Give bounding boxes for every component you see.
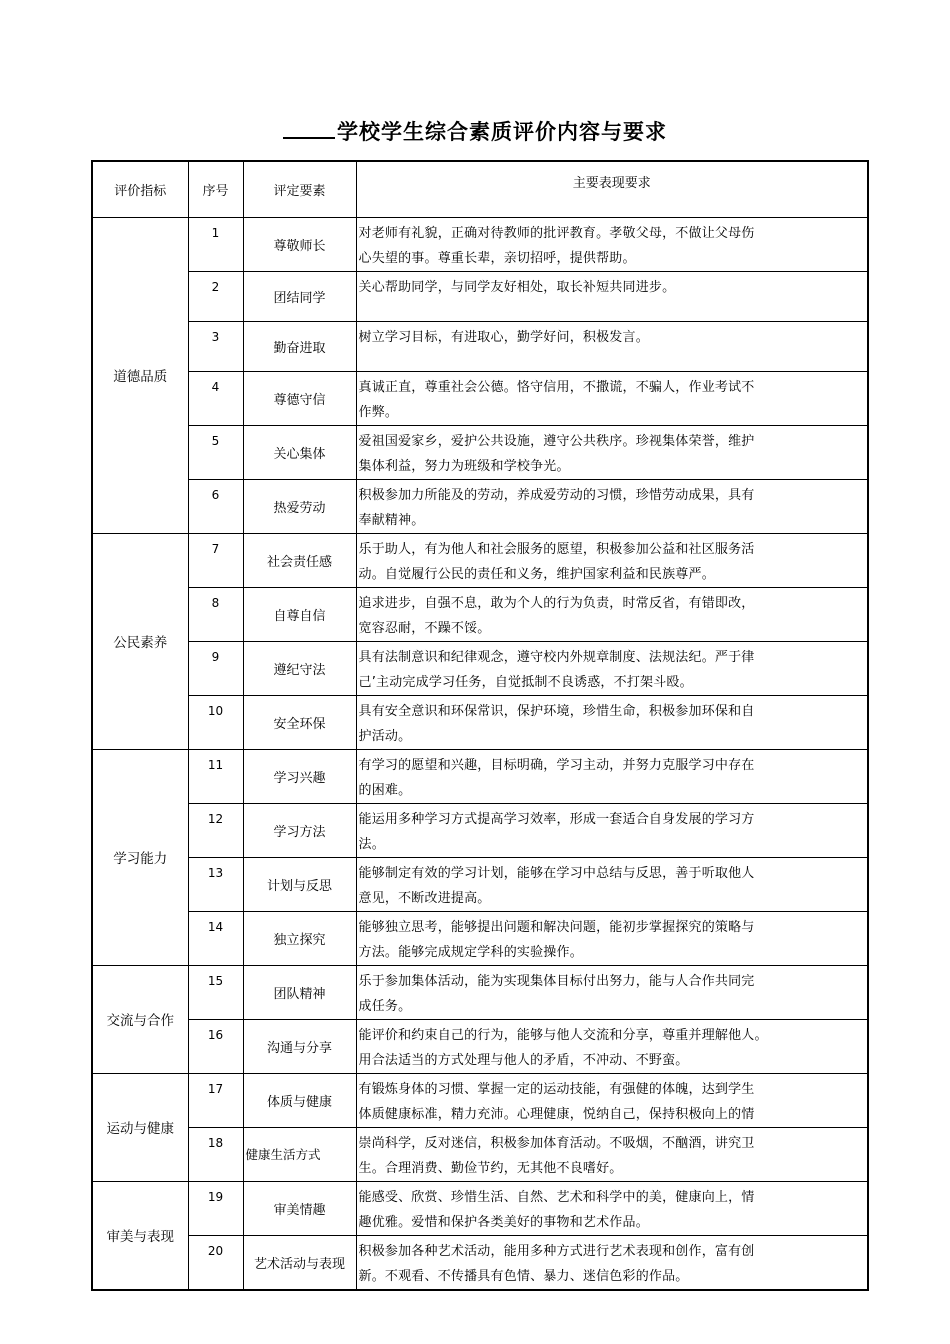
header-requirement: 主要表现要求 xyxy=(356,161,868,217)
requirement-line-2: 体质健康标准，精力充沛。心理健康，悦纳自己，保持积极向上的情 xyxy=(358,1106,755,1122)
requirement-line-1: 有锻炼身体的习惯、掌握一定的运动技能，有强健的体魄，达到学生 xyxy=(358,1081,755,1097)
requirement-cell xyxy=(356,857,868,911)
row-number-cell: 4 xyxy=(188,371,243,425)
element-cell: 沟通与分享 xyxy=(243,1019,356,1073)
requirement-cell xyxy=(356,641,868,695)
requirement-line-2: 生。合理消费、勤俭节约，无其他不良嗜好。 xyxy=(358,1160,623,1176)
header-element: 评定要素 xyxy=(243,161,356,217)
requirement-line-1: 树立学习目标，有进取心，勤学好问，积极发言。 xyxy=(358,329,649,345)
category-cell: 道德品质 xyxy=(92,217,188,533)
category-cell: 公民素养 xyxy=(92,533,188,749)
requirement-line-2: 方法。能够完成规定学科的实验操作。 xyxy=(358,944,583,960)
element-cell: 尊敬师长 xyxy=(243,217,356,271)
row-number-cell: 2 xyxy=(188,271,243,321)
element-cell: 审美情趣 xyxy=(243,1181,356,1235)
table-row xyxy=(92,321,868,371)
requirement-line-2: 宽容忍耐，不躁不馁。 xyxy=(358,620,491,636)
table-row xyxy=(92,1073,868,1127)
element-cell: 团结同学 xyxy=(243,271,356,321)
element-cell: 团队精神 xyxy=(243,965,356,1019)
requirement-line-2: 作弊。 xyxy=(358,404,399,420)
row-number-cell: 6 xyxy=(188,479,243,533)
row-number-cell: 5 xyxy=(188,425,243,479)
table-row xyxy=(92,1127,868,1181)
requirement-line-1: 对老师有礼貌，正确对待教师的批评教育。孝敬父母，不做让父母伤 xyxy=(358,225,755,241)
table-row xyxy=(92,217,868,271)
row-number-cell: 19 xyxy=(188,1181,243,1235)
element-cell: 健康生活方式 xyxy=(243,1127,356,1181)
requirement-line-2: 法。 xyxy=(358,836,385,852)
table-header-row xyxy=(92,161,868,217)
requirement-cell xyxy=(356,533,868,587)
requirement-cell xyxy=(356,1019,868,1073)
requirement-line-1: 具有法制意识和纪律观念，遵守校内外规章制度、法规法纪。严于律 xyxy=(358,649,755,665)
requirement-cell xyxy=(356,425,868,479)
requirement-line-1: 有学习的愿望和兴趣，目标明确，学习主动，并努力克服学习中存在 xyxy=(358,757,755,773)
element-cell: 体质与健康 xyxy=(243,1073,356,1127)
requirement-line-1: 能够独立思考，能够提出问题和解决问题，能初步掌握探究的策略与 xyxy=(358,919,755,935)
table-row xyxy=(92,479,868,533)
requirement-line-1: 关心帮助同学，与同学友好相处，取长补短共同进步。 xyxy=(358,279,676,295)
requirement-cell xyxy=(356,1181,868,1235)
requirement-cell xyxy=(356,321,868,371)
requirement-line-1: 积极参加各种艺术活动，能用多种方式进行艺术表现和创作，富有创 xyxy=(358,1243,755,1259)
row-number-cell: 17 xyxy=(188,1073,243,1127)
requirement-cell xyxy=(356,271,868,321)
row-number-cell: 20 xyxy=(188,1235,243,1290)
element-cell: 安全环保 xyxy=(243,695,356,749)
table-row xyxy=(92,587,868,641)
requirement-line-2: 心失望的事。尊重长辈，亲切招呼，提供帮助。 xyxy=(358,250,636,266)
table-row xyxy=(92,371,868,425)
category-cell: 运动与健康 xyxy=(92,1073,188,1181)
requirement-line-2: 意见，不断改进提高。 xyxy=(358,890,491,906)
requirement-cell xyxy=(356,965,868,1019)
row-number-cell: 7 xyxy=(188,533,243,587)
element-cell: 独立探究 xyxy=(243,911,356,965)
row-number-cell: 10 xyxy=(188,695,243,749)
table-row xyxy=(92,1019,868,1073)
element-cell: 计划与反思 xyxy=(243,857,356,911)
requirement-line-1: 能够制定有效的学习计划，能够在学习中总结与反思，善于听取他人 xyxy=(358,865,755,881)
requirement-line-2: 奉献精神。 xyxy=(358,512,425,528)
requirement-cell xyxy=(356,217,868,271)
requirement-cell xyxy=(356,695,868,749)
requirement-line-1: 追求进步，自强不息，敢为个人的行为负责，时常反省，有错即改， xyxy=(358,595,755,611)
title-text: 学校学生综合素质评价内容与要求 xyxy=(337,120,667,144)
requirement-line-1: 能评价和约束自己的行为，能够与他人交流和分享，尊重并理解他人。 xyxy=(358,1027,768,1043)
element-cell: 自尊自信 xyxy=(243,587,356,641)
requirement-cell xyxy=(356,1127,868,1181)
evaluation-table xyxy=(91,160,869,1291)
requirement-line-2: 动。自觉履行公民的责任和义务，维护国家利益和民族尊严。 xyxy=(358,566,715,582)
row-number-cell: 12 xyxy=(188,803,243,857)
table-row xyxy=(92,533,868,587)
table-row xyxy=(92,1181,868,1235)
requirement-line-2: 用合法适当的方式处理与他人的矛盾，不冲动、不野蛮。 xyxy=(358,1052,689,1068)
requirement-line-1: 爱祖国爱家乡，爱护公共设施，遵守公共秩序。珍视集体荣誉，维护 xyxy=(358,433,755,449)
requirement-line-2: 趣优雅。爱惜和保护各类美好的事物和艺术作品。 xyxy=(358,1214,649,1230)
header-number: 序号 xyxy=(188,161,243,217)
requirement-line-1: 具有安全意识和环保常识，保护环境，珍惜生命，积极参加环保和自 xyxy=(358,703,755,719)
requirement-cell xyxy=(356,749,868,803)
table-row xyxy=(92,695,868,749)
requirement-line-1: 能运用多种学习方式提高学习效率，形成一套适合自身发展的学习方 xyxy=(358,811,755,827)
element-cell: 学习兴趣 xyxy=(243,749,356,803)
requirement-cell xyxy=(356,911,868,965)
requirement-cell xyxy=(356,1235,868,1290)
row-number-cell: 9 xyxy=(188,641,243,695)
requirement-line-2: 成任务。 xyxy=(358,998,412,1014)
requirement-cell xyxy=(356,803,868,857)
table-row xyxy=(92,271,868,321)
table-row xyxy=(92,911,868,965)
element-cell: 社会责任感 xyxy=(243,533,356,587)
document-title xyxy=(0,116,950,146)
row-number-cell: 8 xyxy=(188,587,243,641)
row-number-cell: 16 xyxy=(188,1019,243,1073)
element-cell: 勤奋进取 xyxy=(243,321,356,371)
requirement-line-1: 乐于参加集体活动，能为实现集体目标付出努力，能与人合作共同完 xyxy=(358,973,755,989)
requirement-line-1: 能感受、欣赏、珍惜生活、自然、艺术和科学中的美，健康向上，情 xyxy=(358,1189,755,1205)
row-number-cell: 1 xyxy=(188,217,243,271)
requirement-cell xyxy=(356,479,868,533)
element-cell: 尊德守信 xyxy=(243,371,356,425)
requirement-cell xyxy=(356,1073,868,1127)
requirement-line-1: 乐于助人，有为他人和社会服务的愿望，积极参加公益和社区服务活 xyxy=(358,541,755,557)
table-row xyxy=(92,641,868,695)
element-cell: 热爱劳动 xyxy=(243,479,356,533)
requirement-line-2: 己’主动完成学习任务，自觉抵制不良诱惑，不打架斗殴。 xyxy=(358,674,693,690)
requirement-cell xyxy=(356,587,868,641)
table-row xyxy=(92,857,868,911)
row-number-cell: 15 xyxy=(188,965,243,1019)
requirement-line-1: 积极参加力所能及的劳动，养成爱劳动的习惯，珍惜劳动成果，具有 xyxy=(358,487,755,503)
header-indicator: 评价指标 xyxy=(92,161,188,217)
table-row xyxy=(92,425,868,479)
requirement-line-2: 新。不观看、不传播具有色情、暴力、迷信色彩的作品。 xyxy=(358,1268,689,1284)
row-number-cell: 14 xyxy=(188,911,243,965)
element-cell: 遵纪守法 xyxy=(243,641,356,695)
table-row xyxy=(92,803,868,857)
row-number-cell: 11 xyxy=(188,749,243,803)
element-cell: 关心集体 xyxy=(243,425,356,479)
requirement-line-1: 崇尚科学，反对迷信，积极参加体育活动。不吸烟，不酗酒，讲究卫 xyxy=(358,1135,755,1151)
requirement-line-2: 的困难。 xyxy=(358,782,412,798)
table-row xyxy=(92,965,868,1019)
category-cell: 审美与表现 xyxy=(92,1181,188,1290)
requirement-line-2: 护活动。 xyxy=(358,728,412,744)
element-cell: 艺术活动与表现 xyxy=(243,1235,356,1290)
requirement-line-1: 真诚正直，尊重社会公德。恪守信用，不撒谎，不骗人，作业考试不 xyxy=(358,379,755,395)
table-row xyxy=(92,1235,868,1290)
element-cell: 学习方法 xyxy=(243,803,356,857)
row-number-cell: 13 xyxy=(188,857,243,911)
category-cell: 学习能力 xyxy=(92,749,188,965)
requirement-line-2: 集体利益，努力为班级和学校争光。 xyxy=(358,458,570,474)
category-cell: 交流与合作 xyxy=(92,965,188,1073)
requirement-cell xyxy=(356,371,868,425)
title-blank-line xyxy=(283,117,335,139)
row-number-cell: 3 xyxy=(188,321,243,371)
table-row xyxy=(92,749,868,803)
row-number-cell: 18 xyxy=(188,1127,243,1181)
